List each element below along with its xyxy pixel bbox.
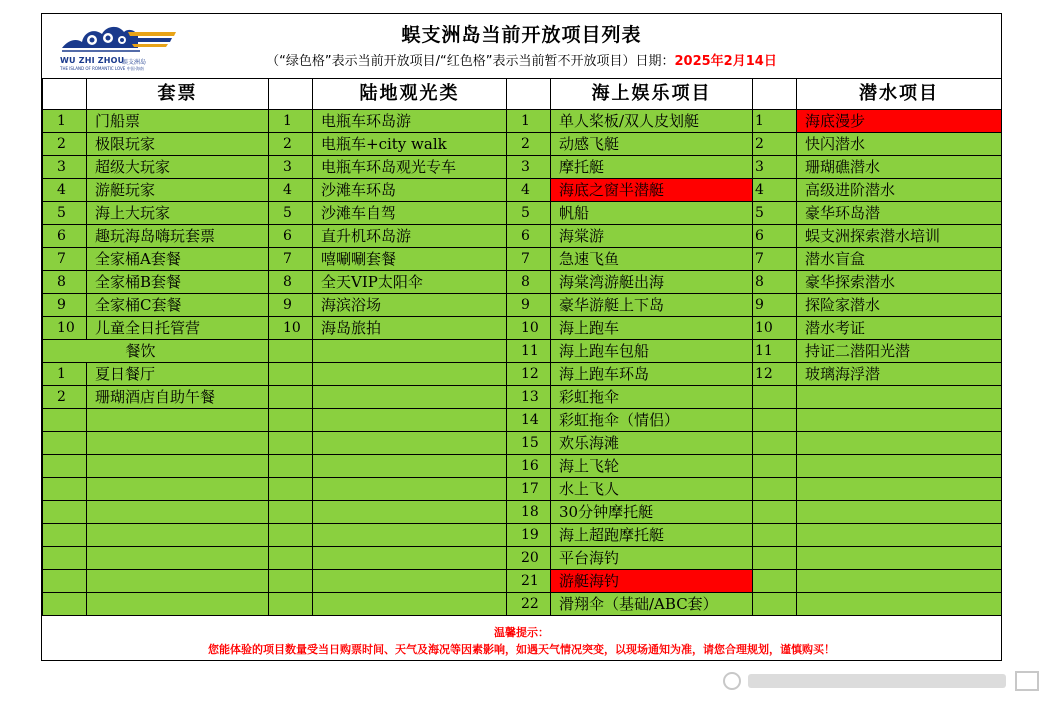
package-num-cell [43, 455, 87, 478]
dive-num-cell [753, 547, 797, 570]
land-num-cell [269, 340, 313, 363]
sea-name-cell: 滑翔伞（基础/ABC套） [551, 593, 753, 616]
land-num-cell [269, 455, 313, 478]
dive-name-cell [797, 524, 1002, 547]
dive-name-cell: 潜水考证 [797, 317, 1002, 340]
package-num-cell [43, 570, 87, 593]
land-name-cell: 电瓶车环岛游 [313, 110, 507, 133]
page-title: 蜈支洲岛当前开放项目列表 [401, 24, 642, 46]
package-num-cell [43, 478, 87, 501]
dive-name-cell [797, 547, 1002, 570]
package-name-cell: 全家桶C套餐 [87, 294, 269, 317]
dive-name-cell: 珊瑚礁潜水 [797, 156, 1002, 179]
land-name-cell [313, 386, 507, 409]
package-name-cell: 超级大玩家 [87, 156, 269, 179]
sea-name-cell: 海上飞轮 [551, 455, 753, 478]
dive-num-cell: 1 [753, 110, 797, 133]
table-row [43, 110, 1002, 133]
package-name-cell: 趣玩海岛嗨玩套票 [87, 225, 269, 248]
land-num-cell: 1 [269, 110, 313, 133]
land-num-cell: 8 [269, 271, 313, 294]
dive-num-cell: 11 [753, 340, 797, 363]
land-num-cell: 9 [269, 294, 313, 317]
dive-num-cell: 5 [753, 202, 797, 225]
sea-name-cell: 欢乐海滩 [551, 432, 753, 455]
package-name-cell [87, 432, 269, 455]
table-row [43, 179, 1002, 202]
section-label-dining: 餐饮 [43, 340, 269, 363]
dive-name-cell [797, 570, 1002, 593]
sea-name-cell: 30分钟摩托艇 [551, 501, 753, 524]
table-row [43, 570, 1002, 593]
table-row [43, 317, 1002, 340]
dive-num-cell [753, 593, 797, 616]
package-num-cell: 10 [43, 317, 87, 340]
table-row [43, 524, 1002, 547]
table-row [43, 340, 1002, 363]
land-name-cell [313, 409, 507, 432]
land-name-cell [313, 593, 507, 616]
dive-name-cell [797, 455, 1002, 478]
package-num-cell [43, 593, 87, 616]
header-package: 套票 [87, 79, 269, 110]
dive-num-cell: 7 [753, 248, 797, 271]
dive-name-cell: 蜈支洲探索潜水培训 [797, 225, 1002, 248]
sea-num-cell: 3 [507, 156, 551, 179]
package-name-cell: 游艇玩家 [87, 179, 269, 202]
sea-name-cell: 豪华游艇上下岛 [551, 294, 753, 317]
land-name-cell: 海滨浴场 [313, 294, 507, 317]
sea-num-cell: 20 [507, 547, 551, 570]
tips-section [42, 620, 1001, 660]
land-num-cell [269, 386, 313, 409]
sea-name-cell: 平台海钓 [551, 547, 753, 570]
page-subtitle [42, 50, 1001, 69]
package-num-cell: 8 [43, 271, 87, 294]
land-name-cell [313, 570, 507, 593]
dive-name-cell: 潜水盲盒 [797, 248, 1002, 271]
table-row [43, 593, 1002, 616]
sea-num-cell: 6 [507, 225, 551, 248]
dive-name-cell [797, 501, 1002, 524]
header-dive: 潜水项目 [797, 79, 1002, 110]
dive-num-cell [753, 432, 797, 455]
land-num-cell: 4 [269, 179, 313, 202]
dive-name-cell: 豪华探索潜水 [797, 271, 1002, 294]
watermark-bar [722, 668, 1044, 694]
package-num-cell: 3 [43, 156, 87, 179]
land-name-cell [313, 432, 507, 455]
package-name-cell: 儿童全日托管营 [87, 317, 269, 340]
land-num-cell: 3 [269, 156, 313, 179]
sea-num-cell: 4 [507, 179, 551, 202]
land-num-cell [269, 501, 313, 524]
table-row [43, 386, 1002, 409]
table-row [43, 271, 1002, 294]
dive-num-cell: 2 [753, 133, 797, 156]
package-name-cell [87, 478, 269, 501]
land-num-cell: 6 [269, 225, 313, 248]
dive-name-cell [797, 593, 1002, 616]
package-num-cell [43, 432, 87, 455]
sea-num-cell: 10 [507, 317, 551, 340]
land-num-cell [269, 593, 313, 616]
table-header-row [43, 79, 1002, 110]
dive-name-cell [797, 409, 1002, 432]
package-num-cell: 2 [43, 133, 87, 156]
dive-name-cell: 豪华环岛潜 [797, 202, 1002, 225]
package-name-cell [87, 593, 269, 616]
sea-num-cell: 14 [507, 409, 551, 432]
package-name-cell [87, 547, 269, 570]
dive-num-cell: 9 [753, 294, 797, 317]
dive-num-cell [753, 409, 797, 432]
land-num-cell [269, 524, 313, 547]
sea-num-cell: 2 [507, 133, 551, 156]
sea-num-cell: 13 [507, 386, 551, 409]
table-row [43, 133, 1002, 156]
sea-name-cell: 摩托艇 [551, 156, 753, 179]
package-num-cell: 9 [43, 294, 87, 317]
dive-name-cell [797, 386, 1002, 409]
package-num-cell: 1 [43, 110, 87, 133]
sea-num-cell: 16 [507, 455, 551, 478]
land-num-cell: 2 [269, 133, 313, 156]
header-num-package [43, 79, 87, 110]
package-name-cell [87, 524, 269, 547]
table-row [43, 478, 1002, 501]
land-num-cell [269, 363, 313, 386]
dive-name-cell: 海底漫步 [797, 110, 1002, 133]
package-num-cell [43, 409, 87, 432]
header-num-land [269, 79, 313, 110]
land-name-cell: 海岛旅拍 [313, 317, 507, 340]
sea-name-cell: 海上跑车 [551, 317, 753, 340]
sea-num-cell: 19 [507, 524, 551, 547]
package-name-cell: 夏日餐厅 [87, 363, 269, 386]
land-num-cell [269, 478, 313, 501]
subtitle-date: 2025年2月14日 [674, 54, 777, 69]
project-table [42, 78, 1002, 616]
dive-num-cell: 6 [753, 225, 797, 248]
sea-num-cell: 11 [507, 340, 551, 363]
sea-num-cell: 5 [507, 202, 551, 225]
sea-num-cell: 18 [507, 501, 551, 524]
table-row [43, 202, 1002, 225]
tips-title: 温馨提示： [494, 626, 549, 639]
dive-name-cell [797, 432, 1002, 455]
package-name-cell [87, 570, 269, 593]
table-row [43, 248, 1002, 271]
package-num-cell: 2 [43, 386, 87, 409]
land-num-cell: 5 [269, 202, 313, 225]
dive-num-cell: 8 [753, 271, 797, 294]
logo-tagline: THE ISLAND OF ROMANTIC LOVE 中国·海南 [60, 66, 144, 71]
package-name-cell: 全家桶B套餐 [87, 271, 269, 294]
package-name-cell: 全家桶A套餐 [87, 248, 269, 271]
sea-name-cell: 海上跑车包船 [551, 340, 753, 363]
package-num-cell: 7 [43, 248, 87, 271]
land-name-cell [313, 363, 507, 386]
land-num-cell: 10 [269, 317, 313, 340]
table-row [43, 501, 1002, 524]
land-name-cell [313, 455, 507, 478]
land-name-cell [313, 524, 507, 547]
land-name-cell: 电瓶车环岛观光专车 [313, 156, 507, 179]
sea-num-cell: 7 [507, 248, 551, 271]
dive-name-cell: 探险家潜水 [797, 294, 1002, 317]
dive-num-cell [753, 524, 797, 547]
package-name-cell [87, 501, 269, 524]
land-num-cell [269, 409, 313, 432]
land-name-cell [313, 547, 507, 570]
table-row [43, 432, 1002, 455]
sea-num-cell: 17 [507, 478, 551, 501]
dive-name-cell: 高级进阶潜水 [797, 179, 1002, 202]
package-num-cell [43, 547, 87, 570]
land-num-cell [269, 432, 313, 455]
package-num-cell: 6 [43, 225, 87, 248]
header-num-sea [507, 79, 551, 110]
logo-text-en: WU ZHI ZHOU [60, 56, 125, 65]
land-num-cell [269, 547, 313, 570]
sea-name-cell: 海上跑车环岛 [551, 363, 753, 386]
land-name-cell [313, 478, 507, 501]
land-name-cell: 电瓶车+city walk [313, 133, 507, 156]
subtitle-legend: （“绿色格”表示当前开放项目/“红色格”表示当前暂不开放项目）日期： [266, 54, 675, 69]
package-num-cell [43, 501, 87, 524]
sea-name-cell: 海棠游 [551, 225, 753, 248]
sea-name-cell: 水上飞人 [551, 478, 753, 501]
land-num-cell: 7 [269, 248, 313, 271]
dive-name-cell [797, 478, 1002, 501]
dive-num-cell [753, 478, 797, 501]
land-name-cell: 全天VIP太阳伞 [313, 271, 507, 294]
package-num-cell: 5 [43, 202, 87, 225]
sea-name-cell: 急速飞鱼 [551, 248, 753, 271]
project-list-sheet [41, 13, 1002, 661]
sea-name-cell: 海上超跑摩托艇 [551, 524, 753, 547]
land-name-cell: 沙滩车环岛 [313, 179, 507, 202]
tips-body: 您能体验的项目数量受当日购票时间、天气及海况等因素影响，如遇天气情况突变，以现场通知为准，请您合理规划，谨慎购买！ [208, 643, 835, 656]
dive-num-cell: 3 [753, 156, 797, 179]
table-row [43, 455, 1002, 478]
package-name-cell: 珊瑚酒店自助午餐 [87, 386, 269, 409]
dive-name-cell: 快闪潜水 [797, 133, 1002, 156]
dive-num-cell [753, 455, 797, 478]
header-num-dive [753, 79, 797, 110]
land-name-cell: 直升机环岛游 [313, 225, 507, 248]
sea-name-cell: 单人桨板/双人皮划艇 [551, 110, 753, 133]
dive-num-cell [753, 501, 797, 524]
table-row [43, 156, 1002, 179]
land-name-cell [313, 501, 507, 524]
sea-name-cell: 帆船 [551, 202, 753, 225]
dive-name-cell: 持证二潜阳光潜 [797, 340, 1002, 363]
table-body [43, 110, 1002, 616]
table-row [43, 363, 1002, 386]
package-name-cell [87, 409, 269, 432]
dive-num-cell: 12 [753, 363, 797, 386]
package-name-cell: 海上大玩家 [87, 202, 269, 225]
table-row [43, 547, 1002, 570]
sea-num-cell: 15 [507, 432, 551, 455]
dive-num-cell [753, 570, 797, 593]
land-name-cell: 沙滩车自驾 [313, 202, 507, 225]
sea-num-cell: 9 [507, 294, 551, 317]
sea-name-cell: 彩虹拖伞（情侣） [551, 409, 753, 432]
sea-num-cell: 21 [507, 570, 551, 593]
sheet-header [42, 14, 1001, 78]
sea-name-cell: 游艇海钓 [551, 570, 753, 593]
land-name-cell: 嘻唰唰套餐 [313, 248, 507, 271]
package-num-cell: 4 [43, 179, 87, 202]
sea-name-cell: 动感飞艇 [551, 133, 753, 156]
sea-num-cell: 8 [507, 271, 551, 294]
sea-num-cell: 1 [507, 110, 551, 133]
table-row [43, 225, 1002, 248]
table-row [43, 409, 1002, 432]
sea-num-cell: 12 [507, 363, 551, 386]
header-land: 陆地观光类 [313, 79, 507, 110]
dive-num-cell: 4 [753, 179, 797, 202]
sea-name-cell: 海棠湾游艇出海 [551, 271, 753, 294]
package-name-cell: 门船票 [87, 110, 269, 133]
dive-name-cell: 玻璃海浮潜 [797, 363, 1002, 386]
package-name-cell [87, 455, 269, 478]
package-name-cell: 极限玩家 [87, 133, 269, 156]
header-sea: 海上娱乐项目 [551, 79, 753, 110]
package-num-cell [43, 524, 87, 547]
sea-name-cell: 彩虹拖伞 [551, 386, 753, 409]
logo-text-cn: 蜈支洲岛 [122, 59, 147, 66]
dive-num-cell: 10 [753, 317, 797, 340]
land-num-cell [269, 570, 313, 593]
land-name-cell [313, 340, 507, 363]
package-num-cell: 1 [43, 363, 87, 386]
table-row [43, 294, 1002, 317]
sea-name-cell: 海底之窗半潜艇 [551, 179, 753, 202]
sea-num-cell: 22 [507, 593, 551, 616]
dive-num-cell [753, 386, 797, 409]
